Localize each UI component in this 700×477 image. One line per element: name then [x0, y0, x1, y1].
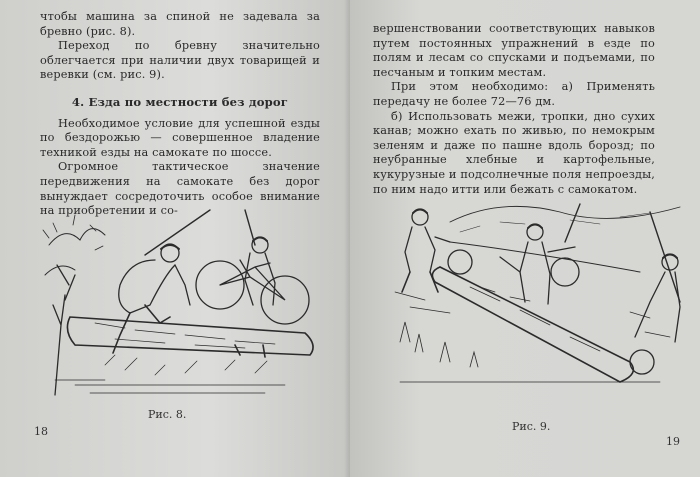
figure-8-illustration [35, 205, 325, 405]
left-paragraph-2: Огромное тактическое значение передвижения на самокате без дорог вынуждает сосредоточить особое внимание на приобретении и со- [40, 160, 320, 218]
right-page [350, 0, 700, 477]
left-page-text [40, 10, 320, 219]
left-paragraph-1: Необходимое условие для успешной езды по бездорожью — совершенное владение техникой езды на самокате по шоссе. [40, 116, 320, 159]
figure-8-caption: Рис. 8. [148, 408, 187, 421]
figure-9-caption: Рис. 9. [512, 420, 551, 433]
left-line-1: чтобы машина за спиной не задевала за бревно (рис. 8). [40, 10, 320, 38]
right-page-number: 19 [666, 435, 680, 448]
section-heading: 4. Езда по местности без дорог [71, 94, 289, 109]
figure-9-illustration [380, 192, 690, 412]
left-line-2: Переход по бревну значительно облегчается при наличии двух товарищей и веревки (см. рис. 9). [40, 39, 320, 82]
right-paragraph-2: При этом необходимо: а) Применять передачу не более 72—76 дм. [373, 80, 655, 108]
left-page-number: 18 [34, 425, 48, 438]
right-paragraph-3: б) Использовать межи, тропки, дно сухих канав; можно ехать по живью, по немокрым зеленям и даже по пашне вдоль борозд; по неубранные хлебные и картофельные, кукурузные и подсолнечные поля непроезды, по ним надо итти или бежать с самокатом. [373, 109, 655, 196]
right-paragraph-1: вершенствовании соответствующих навыков путем постоянных упражнений в езде по полям и лесам со спусками и подъемами, по песчаным и топким местам. [373, 22, 655, 79]
right-page-text [373, 22, 655, 197]
